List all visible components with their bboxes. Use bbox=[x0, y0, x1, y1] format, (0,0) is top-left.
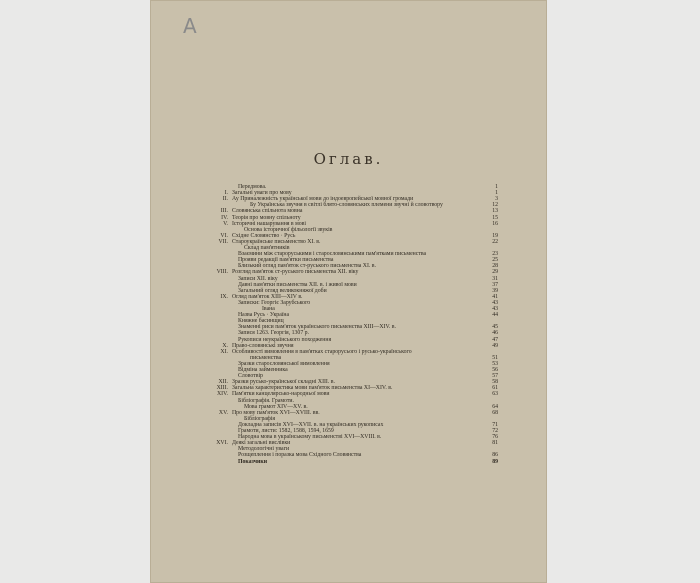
toc-entry-page: 43 bbox=[492, 306, 498, 312]
page-title: Оглав. bbox=[313, 150, 384, 168]
toc-entry-number: VI. bbox=[220, 232, 228, 239]
toc-entry-page: 51 bbox=[492, 354, 498, 361]
toc-entry-page: 29 bbox=[492, 269, 498, 276]
toc-entry-page: 89 bbox=[492, 458, 498, 465]
toc-entry-text: Огляд пам'яток XIII—XIV в. bbox=[232, 293, 303, 300]
toc-entry-number: V. bbox=[223, 220, 228, 227]
toc-entry-number: III. bbox=[220, 208, 228, 215]
toc-entry-page: 57 bbox=[492, 373, 498, 380]
toc-entry-text: Загальні уваги про мову bbox=[232, 190, 292, 197]
toc-entry-text: Загальна характеристика мови пам'яток письменства XI—XIV. в. bbox=[232, 385, 393, 392]
toc-entry-page: 16 bbox=[492, 220, 498, 227]
toc-entry-page: 56 bbox=[492, 367, 498, 373]
toc-entry-number: VII. bbox=[218, 238, 228, 245]
toc-entry-page: 37 bbox=[492, 281, 498, 288]
toc-entry-text: Особливості вимовлення в пам'ятках старорусього і русько-українського bbox=[232, 348, 412, 355]
toc-entry-number: XVI. bbox=[216, 440, 228, 447]
toc-entry-page: 86 bbox=[492, 452, 498, 459]
toc-entry-text: Про мову пам'яток XVI—XVIII. вв. bbox=[232, 409, 320, 416]
toc-entry-page: 81 bbox=[492, 440, 498, 447]
toc-entry-page: 39 bbox=[492, 287, 498, 294]
toc-entry-page: 31 bbox=[492, 275, 498, 282]
toc-entry-text: Склад пам'ятників bbox=[244, 245, 290, 251]
toc-entry-page: 15 bbox=[492, 214, 498, 221]
toc-entry-text: Бібліографія bbox=[244, 415, 276, 422]
toc-entry-page: 44 bbox=[492, 312, 498, 319]
toc-entry-page: 49 bbox=[492, 342, 498, 349]
toc-entry-page: 43 bbox=[492, 299, 498, 306]
toc-entry-page: 46 bbox=[492, 330, 498, 337]
toc-entry-page: 61 bbox=[492, 385, 498, 392]
toc-entry-text: Знаменні риси пам'яток українського письменства XIII—XIV. в. bbox=[238, 324, 396, 331]
toc-entry-text: Загальний огляд великокняжої доби bbox=[238, 287, 327, 294]
book-page bbox=[150, 0, 547, 583]
toc-entry-text: Розщеплення і поразка мова Східного Словянства bbox=[238, 452, 362, 459]
toc-entry-text: Народна мова в українському письменстві XVI—XVIII. в. bbox=[238, 434, 382, 441]
toc-entry-page: 13 bbox=[492, 208, 498, 215]
toc-entry-page: 41 bbox=[492, 293, 498, 300]
toc-entry-text: Теорія про мовну спільноту bbox=[232, 214, 301, 221]
toc-entry-number: VIII. bbox=[216, 269, 228, 276]
toc-entry-text: Словотвір bbox=[238, 373, 263, 380]
toc-entry-text: Грамоти, листи: 1582, 1588, 1594, 1659 bbox=[238, 428, 334, 434]
toc-entry-page: 28 bbox=[492, 263, 498, 270]
toc-entry-page: 72 bbox=[492, 428, 498, 434]
toc-entry-page: 58 bbox=[492, 379, 498, 386]
toc-entry-text: Взаємини між староруськими і старословянськими пам'ятками письменства bbox=[238, 251, 427, 258]
toc-entry-text: Докладна записів XVI—XVII. в. на українських рукописах bbox=[238, 421, 384, 428]
toc-entry-text: Зразки старословянської вимовлення bbox=[238, 360, 330, 367]
toc-entry-text: Давні пам'ятки письменства XII. в. і живої мови bbox=[238, 281, 357, 288]
toc-entry-text: Східне Словянство · Русь bbox=[232, 232, 296, 239]
toc-entry-page: 3 bbox=[495, 196, 498, 203]
toc-entry-number: XII. bbox=[218, 379, 228, 386]
toc-entry-text: Ау Приналежність української мови до індоевропейської мовної громади bbox=[232, 196, 414, 203]
toc-entry-page: 1 bbox=[495, 184, 498, 190]
toc-entry-text: Зразки русько-української складні XIII. в. bbox=[232, 379, 335, 386]
toc-entry-page: 68 bbox=[492, 409, 498, 416]
toc-entry-text: Передмова. bbox=[238, 184, 267, 190]
toc-entry-text: Записи XII. віку bbox=[238, 275, 278, 282]
toc-entry-page: 23 bbox=[492, 251, 498, 258]
toc-entry-text: Методологічні уваги bbox=[238, 446, 290, 453]
toc-entry-text: Близький огляд пам'яток ст-руського письменства XI. в. bbox=[238, 263, 376, 270]
toc-entry-text: Мова грамот XIV—XV. в. bbox=[244, 403, 308, 410]
toc-entry-number: XIV. bbox=[216, 391, 228, 398]
toc-entry-text: Пам'ятки канцелярсько-народньої мови bbox=[232, 391, 330, 398]
toc-entry-text: Записки: Георгіє Зарубського bbox=[238, 299, 311, 306]
toc-entry-number: I. bbox=[224, 190, 228, 197]
toc-entry-page: 64 bbox=[492, 403, 498, 410]
toc-entry-text: Бу Українська звучня в світлі блято-словянських племени звучні й словотвору bbox=[250, 202, 443, 209]
toc-entry-page: 12 bbox=[492, 202, 498, 209]
toc-entry-number: XI. bbox=[220, 348, 228, 355]
toc-entry-text: Староукраїнське письменство XI. в. bbox=[232, 238, 321, 245]
toc-entry-page: 53 bbox=[492, 360, 498, 367]
toc-entry-text: Відміна займенника bbox=[238, 367, 288, 373]
toc-entry-number: II. bbox=[222, 196, 228, 203]
toc-entry-page: 76 bbox=[492, 434, 498, 441]
toc-entry-text: Назва Русь · Україна bbox=[238, 312, 290, 319]
toc-entry-text: Основа історичної фільології звуків bbox=[244, 226, 333, 233]
toc-entry-number: IX. bbox=[220, 293, 228, 300]
toc-entry-page: 25 bbox=[492, 257, 498, 264]
toc-entry-text: Показчики bbox=[238, 458, 268, 465]
toc-entry-text: Деякі загальні вислівки bbox=[232, 440, 291, 447]
toc-entry-text: Словянська спільнота мовна bbox=[232, 208, 303, 215]
toc-entry-text: Розгляд пам'яток ст-руського письменства XII. віку bbox=[232, 269, 359, 276]
toc-entry-page: 19 bbox=[492, 232, 498, 239]
toc-entry-text: Рукописи неукраїнського походження bbox=[238, 336, 332, 343]
toc-entry-number: XIII. bbox=[216, 385, 228, 392]
toc-entry-page: 63 bbox=[492, 391, 498, 398]
toc-entry-page: 71 bbox=[492, 421, 498, 428]
toc-entry-text: письменства bbox=[250, 354, 282, 361]
toc-entry-number: X. bbox=[222, 342, 228, 349]
toc-entry-page: 1 bbox=[495, 190, 498, 197]
margin-mark: A bbox=[183, 14, 197, 38]
toc-entry-text: Прояви редакції пам'ятки письменства bbox=[238, 257, 334, 264]
toc-entry-text: Івана bbox=[262, 306, 275, 312]
toc-entry-page: 47 bbox=[492, 336, 498, 343]
toc-entry-number: XV. bbox=[218, 409, 228, 416]
toc-entry-number: IV. bbox=[221, 214, 228, 221]
toc-entry-text: Історичні нашарування в мові bbox=[232, 220, 307, 227]
toc-entry-text: Бібліографія. Грамоти. bbox=[238, 397, 294, 404]
toc-entry-page: 22 bbox=[492, 238, 498, 245]
toc-entry-text: Запися 1263. Георгія, 1307 р. bbox=[238, 330, 310, 337]
toc-entry-text: Княжне басинщиц bbox=[238, 318, 284, 325]
toc-entry-page: 45 bbox=[492, 324, 498, 331]
toc-entry-text: Право-словянські звучня bbox=[232, 342, 294, 349]
